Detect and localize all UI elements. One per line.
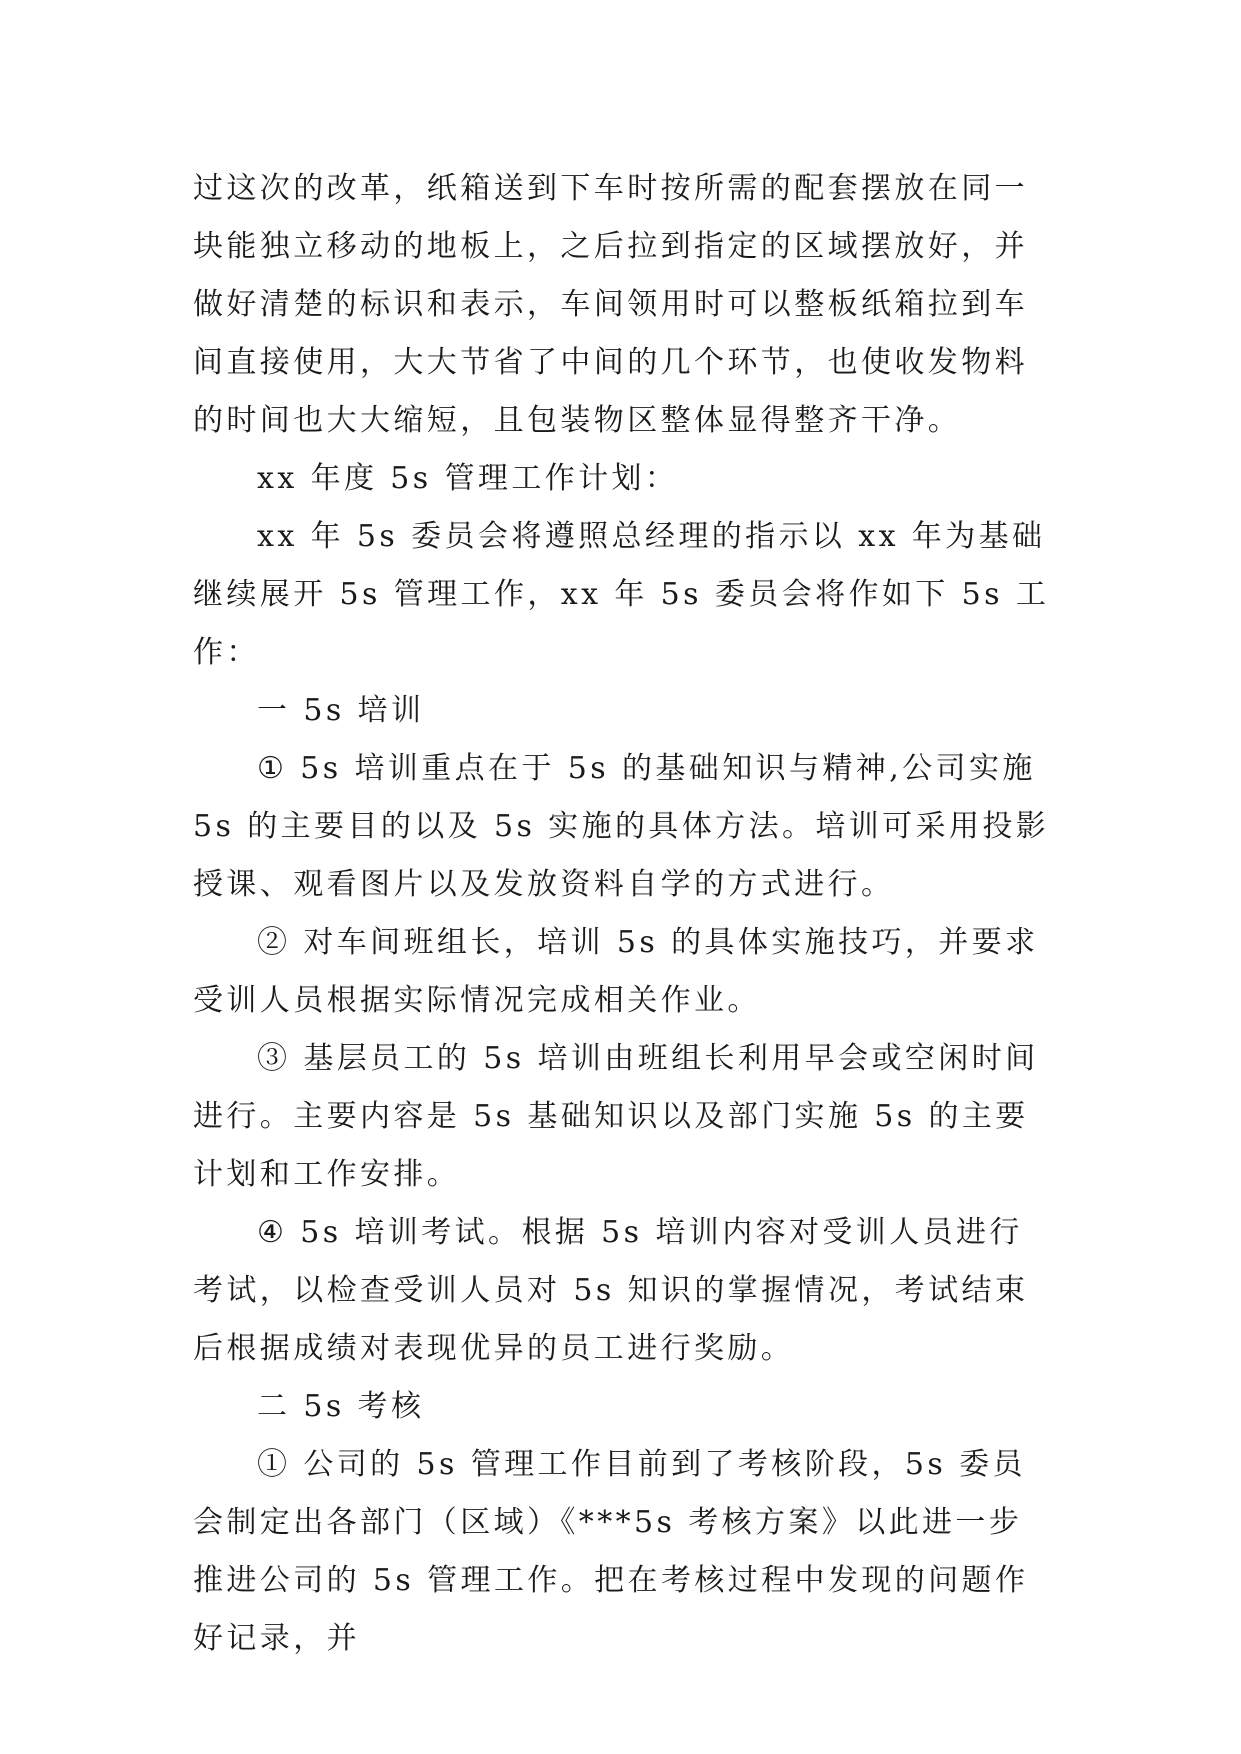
section-heading-training: 一 5s 培训 [257,693,425,728]
paragraph-training-item-3: ③ 基层员工的 5s 培训由班组长利用早会或空闲时间进行。主要内容是 5s 基础知识以及部门实施 5s 的主要计划和工作安排。 [193,1041,1039,1192]
paragraph-training-item-2: ② 对车间班组长，培训 5s 的具体实施技巧，并要求受训人员根据实际情况完成相关作业。 [193,925,1039,1018]
paragraph-annual-plan-heading: xx 年度 5s 管理工作计划： [257,461,679,496]
paragraph-assessment-item-1: ① 公司的 5s 管理工作目前到了考核阶段，5s 委员会制定出各部门（区域）《***5s 考核方案》以此进一步推进公司的 5s 管理工作。把在考核过程中发现的问题作好记录，并 [193,1447,1029,1656]
document-body [193,160,1053,1668]
paragraph-committee-plan: xx 年 5s 委员会将遵照总经理的指示以 xx 年为基础继续展开 5s 管理工作，xx 年 5s 委员会将作如下 5s 工作： [193,519,1050,670]
paragraph-training-item-1: ① 5s 培训重点在于 5s 的基础知识与精神,公司实施 5s 的主要目的以及 5s 实施的具体方法。培训可采用投影授课、观看图片以及发放资料自学的方式进行。 [193,751,1050,902]
paragraph-training-item-4: ④ 5s 培训考试。根据 5s 培训内容对受训人员进行考试，以检查受训人员对 5s 知识的掌握情况，考试结束后根据成绩对表现优异的员工进行奖励。 [193,1215,1029,1366]
paragraph-reform-continuation: 过这次的改革，纸箱送到下车时按所需的配套摆放在同一块能独立移动的地板上，之后拉到指定的区域摆放好，并做好清楚的标识和表示，车间领用时可以整板纸箱拉到车间直接使用，大大节省了中间的几个环节，也使收发物料的时间也大大缩短，且包装物区整体显得整齐干净。 [193,171,1028,438]
section-heading-assessment: 二 5s 考核 [257,1389,425,1424]
